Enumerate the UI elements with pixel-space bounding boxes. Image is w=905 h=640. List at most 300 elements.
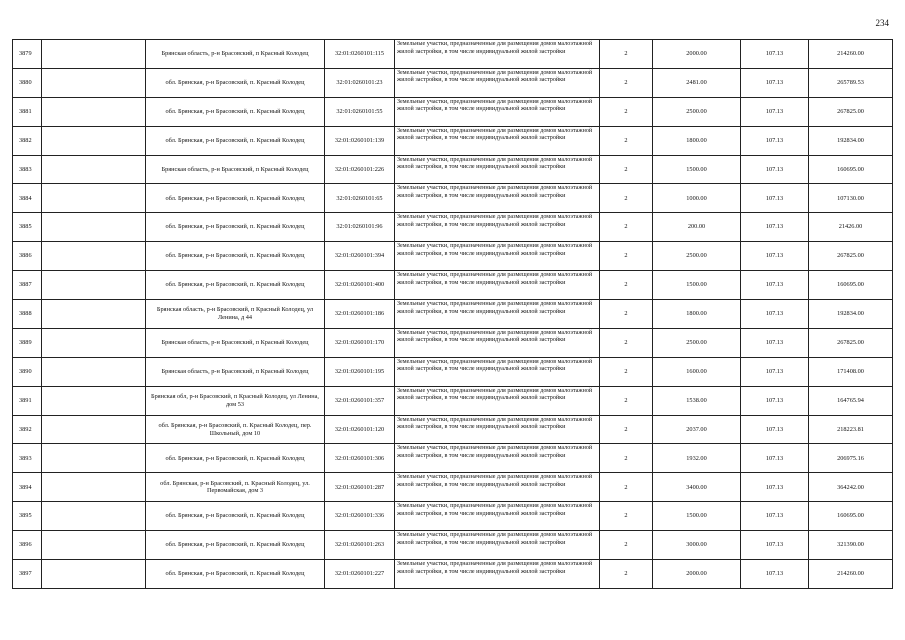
address-cell: [146, 444, 325, 473]
cadastral-number-cell: [325, 357, 395, 386]
land-use: Земельные участки, предназначенные для размещения домов малоэтажной жилой застройки, в том числе индивидуальной жилой застройки: [397, 41, 593, 55]
specific-value: 107.13: [765, 252, 784, 260]
area: 1800.00: [686, 136, 707, 144]
land-use: Земельные участки, предназначенные для размещения домов малоэтажной жилой застройки, в том числе индивидуальной жилой застройки: [397, 503, 593, 517]
land-use-cell: [395, 126, 600, 155]
row-number: 3879: [19, 50, 32, 58]
area: 1932.00: [686, 454, 707, 462]
rate-cell: [741, 386, 809, 415]
area-cell: [653, 97, 741, 126]
group-code: 2: [624, 396, 628, 404]
area-cell: [653, 271, 741, 300]
cadastral-number: 32:01:0260101:65: [336, 194, 383, 202]
table-row: [13, 328, 893, 357]
land-use-cell: [395, 271, 600, 300]
row-number-cell: [13, 531, 42, 560]
area-cell: [653, 560, 741, 589]
cadastral-value: 160695.00: [837, 281, 864, 289]
address: Брянская область, р-н Брасовский, п Красный Колодец: [161, 50, 309, 58]
cadastral-value-cell: [809, 357, 893, 386]
land-use: Земельные участки, предназначенные для размещения домов малоэтажной жилой застройки, в том числе индивидуальной жилой застройки: [397, 329, 593, 344]
row-number: 3891: [19, 396, 32, 404]
empty-cell: [42, 184, 146, 213]
cadastral-number-cell: [325, 155, 395, 184]
cadastral-number-cell: [325, 242, 395, 271]
cadastral-number-cell: [325, 531, 395, 560]
rate-cell: [741, 357, 809, 386]
cadastral-value-cell: [809, 328, 893, 357]
cadastral-number: 32:01:0260101:170: [334, 339, 385, 347]
group-cell: [600, 473, 653, 502]
area-cell: [653, 155, 741, 184]
land-use: Земельные участки, предназначенные для размещения домов малоэтажной жилой застройки, в том числе индивидуальной жилой застройки: [397, 532, 593, 546]
specific-value: 107.13: [765, 136, 784, 144]
specific-value: 107.13: [765, 223, 784, 231]
cadastral-value-cell: [809, 502, 893, 531]
address-cell: [146, 357, 325, 386]
group-cell: [600, 271, 653, 300]
row-number-cell: [13, 184, 42, 213]
address-cell: [146, 531, 325, 560]
land-use-cell: [395, 68, 600, 97]
cadastral-number-cell: [325, 473, 395, 502]
row-number: 3881: [19, 107, 32, 115]
address: Брянская область, р-н Брасовский, п Красный Колодец: [161, 339, 309, 347]
address-cell: [146, 68, 325, 97]
row-number: 3886: [19, 252, 32, 260]
table-body: [13, 40, 893, 589]
area: 200.00: [687, 223, 706, 231]
address: обл. Брянская, р-н Брасовский, п. Красный Колодец: [165, 223, 305, 231]
group-code: 2: [624, 50, 628, 58]
cadastral-value: 214260.00: [837, 570, 864, 578]
table-row: [13, 502, 893, 531]
cadastral-value: 21426.00: [838, 223, 863, 231]
row-number: 3897: [19, 570, 32, 578]
cadastral-value: 267825.00: [837, 252, 864, 260]
cadastral-value-cell: [809, 444, 893, 473]
rate-cell: [741, 68, 809, 97]
specific-value: 107.13: [765, 483, 784, 491]
land-use-cell: [395, 328, 600, 357]
land-use: Земельные участки, предназначенные для размещения домов малоэтажной жилой застройки, в том числе индивидуальной жилой застройки: [397, 185, 593, 199]
empty-cell: [42, 300, 146, 329]
cadastral-number-cell: [325, 328, 395, 357]
address: обл. Брянская, р-н Брасовский, п. Красный Колодец: [165, 281, 305, 289]
group-cell: [600, 444, 653, 473]
land-use-cell: [395, 213, 600, 242]
cadastral-number-cell: [325, 271, 395, 300]
table-row: [13, 68, 893, 97]
address-cell: [146, 40, 325, 69]
land-use: Земельные участки, предназначенные для размещения домов малоэтажной жилой застройки, в том числе индивидуальной жилой застройки: [397, 243, 593, 257]
cadastral-value: 160695.00: [837, 512, 864, 520]
specific-value: 107.13: [765, 50, 784, 58]
address-cell: [146, 271, 325, 300]
rate-cell: [741, 213, 809, 242]
address-cell: [146, 560, 325, 589]
rate-cell: [741, 97, 809, 126]
row-number-cell: [13, 357, 42, 386]
row-number: 3896: [19, 541, 32, 549]
cadastral-value: 267825.00: [837, 339, 864, 347]
rate-cell: [741, 531, 809, 560]
address-cell: [146, 502, 325, 531]
address-cell: [146, 213, 325, 242]
cadastral-number: 32:01:0260101:120: [334, 425, 385, 433]
land-use: Земельные участки, предназначенные для размещения домов малоэтажной жилой застройки, в том числе индивидуальной жилой застройки: [397, 358, 593, 373]
address: Брянская обл, р-н Брасовский, п Красный Колодец, ул Ленина, дом 53: [150, 393, 319, 408]
empty-cell: [42, 531, 146, 560]
cadastral-number-cell: [325, 444, 395, 473]
row-number-cell: [13, 502, 42, 531]
empty-cell: [42, 68, 146, 97]
group-code: 2: [624, 165, 628, 173]
rate-cell: [741, 444, 809, 473]
address-cell: [146, 386, 325, 415]
row-number: 3885: [19, 223, 32, 231]
address: обл. Брянская, р-н Брасовский, п. Красный Колодец: [165, 454, 305, 462]
group-code: 2: [624, 310, 628, 318]
cadastral-value: 206975.16: [837, 454, 864, 462]
cadastral-number-cell: [325, 415, 395, 444]
area: 1000.00: [686, 194, 707, 202]
cadastral-value-cell: [809, 126, 893, 155]
area: 3000.00: [686, 541, 707, 549]
group-code: 2: [624, 79, 628, 87]
empty-cell: [42, 386, 146, 415]
row-number: 3895: [19, 512, 32, 520]
row-number: 3888: [19, 310, 32, 318]
cadastral-value-cell: [809, 415, 893, 444]
specific-value: 107.13: [765, 194, 784, 202]
land-use-cell: [395, 531, 600, 560]
cadastral-value: 160695.00: [837, 165, 864, 173]
land-use: Земельные участки, предназначенные для размещения домов малоэтажной жилой застройки, в том числе индивидуальной жилой застройки: [397, 387, 593, 402]
address-cell: [146, 97, 325, 126]
empty-cell: [42, 444, 146, 473]
area: 2000.00: [686, 50, 707, 58]
cadastral-number-cell: [325, 40, 395, 69]
group-cell: [600, 213, 653, 242]
row-number-cell: [13, 40, 42, 69]
group-code: 2: [624, 339, 628, 347]
cadastral-value: 171408.00: [837, 367, 864, 375]
row-number: 3893: [19, 454, 32, 462]
group-code: 2: [624, 454, 628, 462]
cadastral-number-cell: [325, 560, 395, 589]
area: 1500.00: [686, 165, 707, 173]
cadastral-value-cell: [809, 531, 893, 560]
group-cell: [600, 155, 653, 184]
cadastral-number: 32:01:0260101:195: [334, 367, 385, 375]
empty-cell: [42, 97, 146, 126]
cadastral-value: 265789.53: [837, 79, 864, 87]
cadastral-value-cell: [809, 386, 893, 415]
table-row: [13, 357, 893, 386]
rate-cell: [741, 328, 809, 357]
cadastral-value-cell: [809, 40, 893, 69]
address-cell: [146, 328, 325, 357]
cadastral-number-cell: [325, 502, 395, 531]
area: 2500.00: [686, 252, 707, 260]
table-row: [13, 473, 893, 502]
area-cell: [653, 386, 741, 415]
specific-value: 107.13: [765, 281, 784, 289]
rate-cell: [741, 300, 809, 329]
address: Брянская область, р-н Брасовский, п Красный Колодец, ул Ленина, д 44: [156, 306, 314, 321]
row-number-cell: [13, 444, 42, 473]
group-code: 2: [624, 425, 628, 433]
empty-cell: [42, 271, 146, 300]
table-row: [13, 386, 893, 415]
address-cell: [146, 184, 325, 213]
address-cell: [146, 126, 325, 155]
group-cell: [600, 328, 653, 357]
address-cell: [146, 300, 325, 329]
empty-cell: [42, 415, 146, 444]
rate-cell: [741, 40, 809, 69]
area-cell: [653, 300, 741, 329]
cadastral-number: 32:01:0260101:306: [334, 454, 385, 462]
address: обл. Брянская, р-н Брасовский, п. Красный Колодец: [165, 194, 305, 202]
cadastral-value: 192834.00: [837, 136, 864, 144]
group-code: 2: [624, 107, 628, 115]
area: 2000.00: [686, 570, 707, 578]
empty-cell: [42, 242, 146, 271]
cadastral-number: 32:01:0260101:96: [336, 223, 383, 231]
area-cell: [653, 531, 741, 560]
land-use-cell: [395, 560, 600, 589]
cadastral-number: 32:01:0260101:336: [334, 512, 385, 520]
group-code: 2: [624, 367, 628, 375]
page-number: 234: [875, 18, 889, 28]
address: обл. Брянская, р-н Брасовский, п. Красный Колодец: [165, 512, 305, 520]
land-use: Земельные участки, предназначенные для размещения домов малоэтажной жилой застройки, в том числе индивидуальной жилой застройки: [397, 474, 593, 488]
group-cell: [600, 357, 653, 386]
group-cell: [600, 415, 653, 444]
land-use-cell: [395, 184, 600, 213]
group-cell: [600, 531, 653, 560]
empty-cell: [42, 560, 146, 589]
specific-value: 107.13: [765, 570, 784, 578]
area: 1538.00: [686, 396, 707, 404]
address: обл. Брянская, р-н Брасовский, п. Красный Колодец, ул. Первомайская, дом 3: [160, 479, 310, 495]
land-use-cell: [395, 357, 600, 386]
land-use-cell: [395, 502, 600, 531]
cadastral-value: 107130.00: [837, 194, 864, 202]
cadastral-value: 321390.00: [837, 541, 864, 549]
row-number-cell: [13, 560, 42, 589]
empty-cell: [42, 502, 146, 531]
area-cell: [653, 357, 741, 386]
land-use-cell: [395, 473, 600, 502]
rate-cell: [741, 271, 809, 300]
cadastral-value-cell: [809, 68, 893, 97]
area-cell: [653, 213, 741, 242]
rate-cell: [741, 502, 809, 531]
address: обл. Брянская, р-н Брасовский, п. Красный Колодец: [165, 541, 305, 549]
group-code: 2: [624, 252, 628, 260]
row-number-cell: [13, 126, 42, 155]
address-cell: [146, 242, 325, 271]
group-code: 2: [624, 570, 628, 578]
address: обл. Брянская, р-н Брасовский, п. Красный Колодец: [165, 107, 305, 115]
land-use-cell: [395, 40, 600, 69]
cadastral-number-cell: [325, 68, 395, 97]
group-code: 2: [624, 223, 628, 231]
area-cell: [653, 126, 741, 155]
land-use: Земельные участки, предназначенные для размещения домов малоэтажной жилой застройки, в том числе индивидуальной жилой застройки: [397, 561, 593, 575]
address: Брянская область, р-н Брасовский, п Красный Колодец: [161, 165, 309, 173]
table-row: [13, 560, 893, 589]
address: Брянская область, р-н Брасовский, п Красный Колодец: [161, 367, 309, 375]
area-cell: [653, 415, 741, 444]
address-cell: [146, 155, 325, 184]
cadastral-number-cell: [325, 300, 395, 329]
cadastral-value-cell: [809, 213, 893, 242]
area: 1600.00: [686, 367, 707, 375]
address-cell: [146, 415, 325, 444]
group-code: 2: [624, 512, 628, 520]
cadastral-number: 32:01:0260101:227: [334, 570, 385, 578]
group-cell: [600, 184, 653, 213]
address: обл. Брянская, р-н Брасовский, п. Красный Колодец: [165, 79, 305, 87]
row-number: 3892: [19, 425, 32, 433]
table-row: [13, 97, 893, 126]
rate-cell: [741, 473, 809, 502]
table-row: [13, 40, 893, 69]
group-cell: [600, 386, 653, 415]
table-row: [13, 300, 893, 329]
address: обл. Брянская, р-н Брасовский, п. Красный Колодец: [165, 252, 305, 260]
specific-value: 107.13: [765, 310, 784, 318]
group-cell: [600, 300, 653, 329]
rate-cell: [741, 415, 809, 444]
area: 1500.00: [686, 512, 707, 520]
cadastral-number: 32:01:0260101:400: [334, 281, 385, 289]
table-row: [13, 213, 893, 242]
empty-cell: [42, 328, 146, 357]
area-cell: [653, 68, 741, 97]
row-number: 3890: [19, 367, 32, 375]
row-number: 3884: [19, 194, 32, 202]
table-row: [13, 271, 893, 300]
cadastral-number-cell: [325, 213, 395, 242]
group-cell: [600, 502, 653, 531]
land-use-cell: [395, 300, 600, 329]
specific-value: 107.13: [765, 165, 784, 173]
table-row: [13, 242, 893, 271]
cadastral-value: 214260.00: [837, 50, 864, 58]
specific-value: 107.13: [765, 396, 784, 404]
cadastral-value-cell: [809, 97, 893, 126]
group-code: 2: [624, 281, 628, 289]
area: 1800.00: [686, 310, 707, 318]
cadastral-value-cell: [809, 300, 893, 329]
rate-cell: [741, 126, 809, 155]
group-cell: [600, 68, 653, 97]
area: 2037.00: [686, 425, 707, 433]
cadastral-number: 32:01:0260101:357: [334, 396, 385, 404]
cadastral-value-cell: [809, 271, 893, 300]
cadastral-value: 267825.00: [837, 107, 864, 115]
row-number-cell: [13, 328, 42, 357]
table-row: [13, 531, 893, 560]
rate-cell: [741, 242, 809, 271]
cadastral-number-cell: [325, 184, 395, 213]
cadastral-value-cell: [809, 184, 893, 213]
table-row: [13, 444, 893, 473]
empty-cell: [42, 155, 146, 184]
land-use-cell: [395, 386, 600, 415]
cadastral-value-cell: [809, 155, 893, 184]
rate-cell: [741, 155, 809, 184]
row-number-cell: [13, 68, 42, 97]
specific-value: 107.13: [765, 107, 784, 115]
land-use-cell: [395, 444, 600, 473]
address: обл. Брянская, р-н Брасовский, п. Красный Колодец: [165, 136, 305, 144]
cadastral-number: 32:01:0260101:23: [336, 79, 383, 87]
cadastral-number: 32:01:0260101:115: [334, 50, 385, 58]
area: 2500.00: [686, 339, 707, 347]
cadastral-value: 192834.00: [837, 310, 864, 318]
land-use: Земельные участки, предназначенные для размещения домов малоэтажной жилой застройки, в том числе индивидуальной жилой застройки: [397, 301, 593, 315]
empty-cell: [42, 126, 146, 155]
specific-value: 107.13: [765, 512, 784, 520]
row-number-cell: [13, 473, 42, 502]
specific-value: 107.13: [765, 339, 784, 347]
table-row: [13, 415, 893, 444]
table-row: [13, 184, 893, 213]
row-number-cell: [13, 386, 42, 415]
cadastral-number-cell: [325, 97, 395, 126]
cadastral-number-cell: [325, 386, 395, 415]
area: 1500.00: [686, 281, 707, 289]
land-use-cell: [395, 415, 600, 444]
cadastral-value-cell: [809, 242, 893, 271]
land-use: Земельные участки, предназначенные для размещения домов малоэтажной жилой застройки, в том числе индивидуальной жилой застройки: [397, 272, 593, 286]
area-cell: [653, 473, 741, 502]
land-use-cell: [395, 242, 600, 271]
empty-cell: [42, 213, 146, 242]
rate-cell: [741, 560, 809, 589]
row-number: 3894: [19, 483, 32, 491]
row-number-cell: [13, 415, 42, 444]
empty-cell: [42, 473, 146, 502]
group-cell: [600, 97, 653, 126]
cadastral-number: 32:01:0260101:186: [334, 310, 385, 318]
table-row: [13, 126, 893, 155]
area: 3400.00: [686, 483, 707, 491]
row-number: 3887: [19, 281, 32, 289]
cadastral-number: 32:01:0260101:394: [334, 252, 385, 260]
area-cell: [653, 184, 741, 213]
row-number-cell: [13, 155, 42, 184]
row-number-cell: [13, 271, 42, 300]
land-use: Земельные участки, предназначенные для размещения домов малоэтажной жилой застройки, в том числе индивидуальной жилой застройки: [397, 416, 593, 431]
land-use-cell: [395, 155, 600, 184]
address-cell: [146, 473, 325, 502]
group-code: 2: [624, 136, 628, 144]
cadastral-value-cell: [809, 560, 893, 589]
land-use: Земельные участки, предназначенные для размещения домов малоэтажной жилой застройки, в том числе индивидуальной жилой застройки: [397, 69, 593, 84]
group-cell: [600, 126, 653, 155]
address: обл. Брянская, р-н Брасовский, п. Красный Колодец, пер. Школьный, дом 10: [158, 421, 312, 437]
group-code: 2: [624, 194, 628, 202]
group-code: 2: [624, 541, 628, 549]
cadastral-number: 32:01:0260101:263: [334, 541, 385, 549]
